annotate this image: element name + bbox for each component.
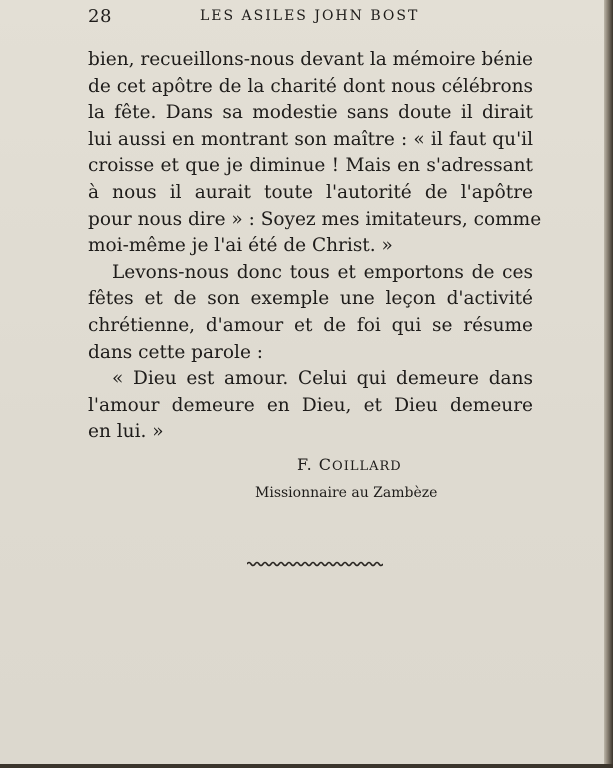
body-text <box>88 47 542 446</box>
text-line: fêtes et de son exemple une leçon d'activité <box>88 288 533 310</box>
page-edge-shadow <box>604 0 613 768</box>
page-header <box>0 6 604 30</box>
text-line: lui aussi en montrant son maître : « il faut qu'il <box>88 128 533 150</box>
quote-line: « Dieu est amour. Celui qui demeure dans <box>112 368 533 390</box>
wavy-divider-ornament <box>247 560 383 568</box>
text-line: moi-même je l'ai été de Christ. » <box>88 235 393 257</box>
text-line: chrétienne, d'amour et de foi qui se résume <box>88 314 533 336</box>
text-line: de cet apôtre de la charité dont nous célébrons <box>88 75 533 97</box>
quote-line: l'amour demeure en Dieu, et Dieu demeure <box>88 394 533 416</box>
text-line: pour nous dire » : Soyez mes imitateurs, comme <box>88 208 542 230</box>
signature-title: Missionnaire au Zambèze <box>255 485 438 501</box>
text-line: Levons-nous donc tous et emportons de ces <box>112 261 533 283</box>
signature-initial: F. C <box>297 455 333 474</box>
running-head: LES ASILES JOHN BOST <box>200 8 420 24</box>
text-line: la fête. Dans sa modestie sans doute il dirait <box>88 102 533 124</box>
text-line: croisse et que je diminue ! Mais en s'adressant <box>88 155 533 177</box>
text-line: dans cette parole : <box>88 341 264 363</box>
text-line: à nous il aurait toute l'autorité de l'apôtre <box>88 181 533 203</box>
quote-line: en lui. » <box>88 421 164 443</box>
signature-name <box>297 455 402 474</box>
signature-surname: OILLARD <box>332 459 402 474</box>
page-number: 28 <box>88 6 112 27</box>
page-bottom-edge <box>0 764 613 768</box>
text-line: bien, recueillons-nous devant la mémoire bénie <box>88 49 533 70</box>
